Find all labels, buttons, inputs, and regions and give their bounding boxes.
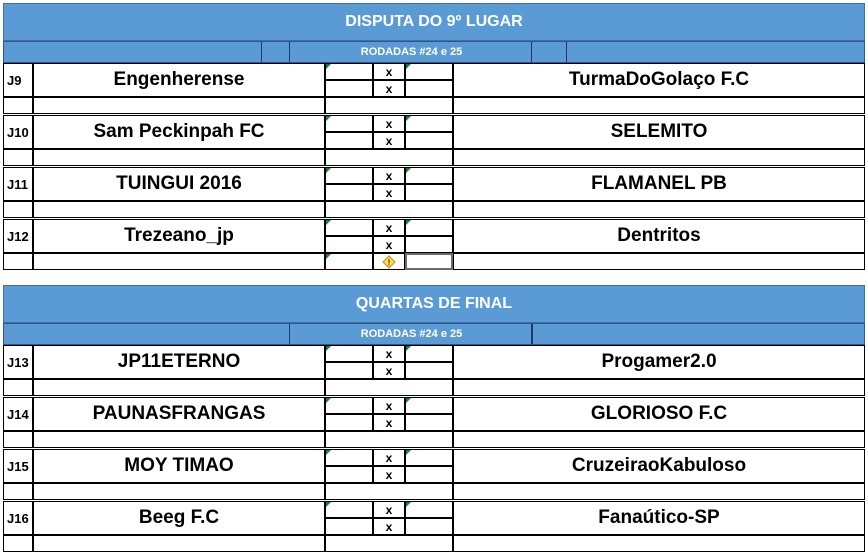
home-score-1[interactable] [325, 219, 373, 236]
versus-mark[interactable]: x [373, 132, 405, 149]
comment-indicator [406, 116, 411, 121]
comment-indicator [326, 64, 331, 69]
home-score-2[interactable] [325, 518, 373, 535]
section-subtitle: RODADAS #24 e 25 [360, 46, 463, 58]
away-score-1[interactable] [405, 449, 453, 466]
away-score-2[interactable] [405, 362, 453, 379]
blank-cell[interactable] [325, 379, 453, 396]
match-code[interactable]: J13 [3, 345, 33, 379]
match-code[interactable]: J11 [3, 167, 33, 201]
blank-cell[interactable] [325, 201, 453, 218]
home-score-2[interactable] [325, 362, 373, 379]
blank-cell[interactable] [33, 201, 325, 218]
comment-indicator [326, 116, 331, 121]
subheader-cell[interactable] [531, 42, 567, 62]
blank-cell[interactable] [453, 253, 865, 270]
home-score-2[interactable] [325, 132, 373, 149]
blank-cell[interactable] [325, 535, 453, 552]
away-score-1[interactable] [405, 345, 453, 362]
comment-indicator [326, 346, 331, 351]
away-team[interactable]: Progamer2.0 [453, 345, 865, 379]
section-title: DISPUTA DO 9º LUGAR [3, 3, 865, 41]
blank-cell[interactable] [3, 483, 33, 500]
blank-cell[interactable] [325, 483, 453, 500]
blank-cell[interactable] [3, 431, 33, 448]
versus-mark[interactable]: x [373, 466, 405, 483]
versus-mark[interactable]: x [373, 167, 405, 184]
versus-mark[interactable]: x [373, 345, 405, 362]
blank-cell[interactable] [3, 97, 33, 114]
match-row [3, 345, 865, 402]
match-row [3, 219, 865, 276]
blank-cell[interactable] [373, 253, 405, 270]
blank-cell[interactable] [33, 535, 325, 552]
match-row [3, 449, 865, 506]
away-score-2[interactable] [405, 414, 453, 431]
blank-cell[interactable] [3, 201, 33, 218]
versus-mark[interactable]: x [373, 362, 405, 379]
home-score-1[interactable] [325, 115, 373, 132]
blank-cell[interactable] [3, 253, 33, 270]
versus-mark[interactable]: x [373, 518, 405, 535]
home-score-2[interactable] [325, 184, 373, 201]
versus-mark[interactable]: x [373, 501, 405, 518]
home-score-2[interactable] [325, 80, 373, 97]
away-score-1[interactable] [405, 115, 453, 132]
versus-mark[interactable]: x [373, 397, 405, 414]
away-team[interactable]: Dentritos [453, 219, 865, 253]
match-row [3, 167, 865, 224]
blank-cell[interactable] [325, 431, 453, 448]
blank-cell[interactable] [3, 149, 33, 166]
home-team[interactable]: MOY TIMAO [33, 449, 325, 483]
away-score-1[interactable] [405, 167, 453, 184]
match-code[interactable]: J12 [3, 219, 33, 253]
selected-cell[interactable] [405, 253, 453, 270]
away-score-1[interactable] [405, 219, 453, 236]
away-score-2[interactable] [405, 518, 453, 535]
away-score-1[interactable] [405, 397, 453, 414]
home-team[interactable]: Sam Peckinpah FC [33, 115, 325, 149]
blank-cell[interactable] [33, 149, 325, 166]
away-score-2[interactable] [405, 80, 453, 97]
home-team[interactable]: Trezeano_jp [33, 219, 325, 253]
comment-indicator [406, 64, 411, 69]
away-team[interactable]: GLORIOSO F.C [453, 397, 865, 431]
versus-mark[interactable]: x [373, 414, 405, 431]
section-subtitle: RODADAS #24 e 25 [360, 328, 463, 340]
versus-mark[interactable]: x [373, 115, 405, 132]
away-score-1[interactable] [405, 501, 453, 518]
away-score-1[interactable] [405, 63, 453, 80]
home-team[interactable]: TUINGUI 2016 [33, 167, 325, 201]
home-score-1[interactable] [325, 397, 373, 414]
match-row [3, 115, 865, 172]
comment-indicator [406, 168, 411, 173]
versus-mark[interactable]: x [373, 63, 405, 80]
home-score-1[interactable] [325, 345, 373, 362]
section-title: QUARTAS DE FINAL [3, 285, 865, 323]
home-team[interactable]: Engenherense [33, 63, 325, 97]
versus-mark[interactable]: x [373, 184, 405, 201]
blank-cell[interactable] [33, 431, 325, 448]
comment-indicator [406, 450, 411, 455]
comment-indicator [326, 398, 331, 403]
away-team[interactable]: SELEMITO [453, 115, 865, 149]
match-row [3, 63, 865, 120]
away-team[interactable]: TurmaDoGolaço F.C [453, 63, 865, 97]
home-score-1[interactable] [325, 167, 373, 184]
match-code[interactable]: J10 [3, 115, 33, 149]
versus-mark[interactable]: x [373, 236, 405, 253]
versus-mark[interactable]: x [373, 219, 405, 236]
home-team[interactable]: JP11ETERNO [33, 345, 325, 379]
match-code[interactable]: J15 [3, 449, 33, 483]
match-code[interactable]: J16 [3, 501, 33, 535]
versus-mark[interactable]: x [373, 80, 405, 97]
match-row [3, 397, 865, 454]
comment-indicator [406, 502, 411, 507]
comment-indicator [406, 398, 411, 403]
away-team[interactable]: Fanaútico-SP [453, 501, 865, 535]
subheader-cell[interactable] [4, 42, 262, 62]
home-score-1[interactable] [325, 449, 373, 466]
away-score-2[interactable] [405, 184, 453, 201]
blank-cell[interactable] [453, 97, 865, 114]
away-score-2[interactable] [405, 236, 453, 253]
blank-cell[interactable] [453, 483, 865, 500]
blank-cell[interactable] [3, 379, 33, 396]
subheader-cell[interactable] [531, 324, 533, 344]
blank-cell[interactable] [325, 97, 453, 114]
versus-mark[interactable]: x [373, 449, 405, 466]
away-team[interactable]: FLAMANEL PB [453, 167, 865, 201]
comment-indicator [326, 450, 331, 455]
comment-indicator [326, 254, 331, 259]
away-team[interactable]: CruzeiraoKabuloso [453, 449, 865, 483]
comment-indicator [406, 220, 411, 225]
match-row [3, 501, 865, 558]
comment-indicator [326, 220, 331, 225]
blank-cell[interactable] [453, 535, 865, 552]
away-score-2[interactable] [405, 466, 453, 483]
match-code[interactable]: J9 [3, 63, 33, 97]
blank-cell[interactable] [33, 483, 325, 500]
away-score-2[interactable] [405, 132, 453, 149]
match-code[interactable]: J14 [3, 397, 33, 431]
error-warning-icon[interactable] [382, 255, 396, 269]
home-score-1[interactable] [325, 501, 373, 518]
blank-cell[interactable] [33, 253, 325, 270]
section-subheader [3, 41, 865, 63]
comment-indicator [406, 346, 411, 351]
blank-cell[interactable] [453, 149, 865, 166]
comment-indicator [326, 168, 331, 173]
home-team[interactable]: PAUNASFRANGAS [33, 397, 325, 431]
blank-cell[interactable] [3, 535, 33, 552]
section-subheader [3, 323, 865, 345]
home-score-2[interactable] [325, 236, 373, 253]
home-team[interactable]: Beeg F.C [33, 501, 325, 535]
blank-cell[interactable] [325, 253, 373, 270]
home-score-1[interactable] [325, 63, 373, 80]
comment-indicator [326, 502, 331, 507]
home-score-2[interactable] [325, 466, 373, 483]
subheader-cell[interactable] [262, 42, 290, 62]
blank-cell[interactable] [453, 379, 865, 396]
blank-cell[interactable] [325, 149, 453, 166]
blank-cell[interactable] [453, 431, 865, 448]
blank-cell[interactable] [33, 97, 325, 114]
blank-cell[interactable] [33, 379, 325, 396]
blank-cell[interactable] [453, 201, 865, 218]
subheader-cell[interactable] [4, 324, 290, 344]
home-score-2[interactable] [325, 414, 373, 431]
